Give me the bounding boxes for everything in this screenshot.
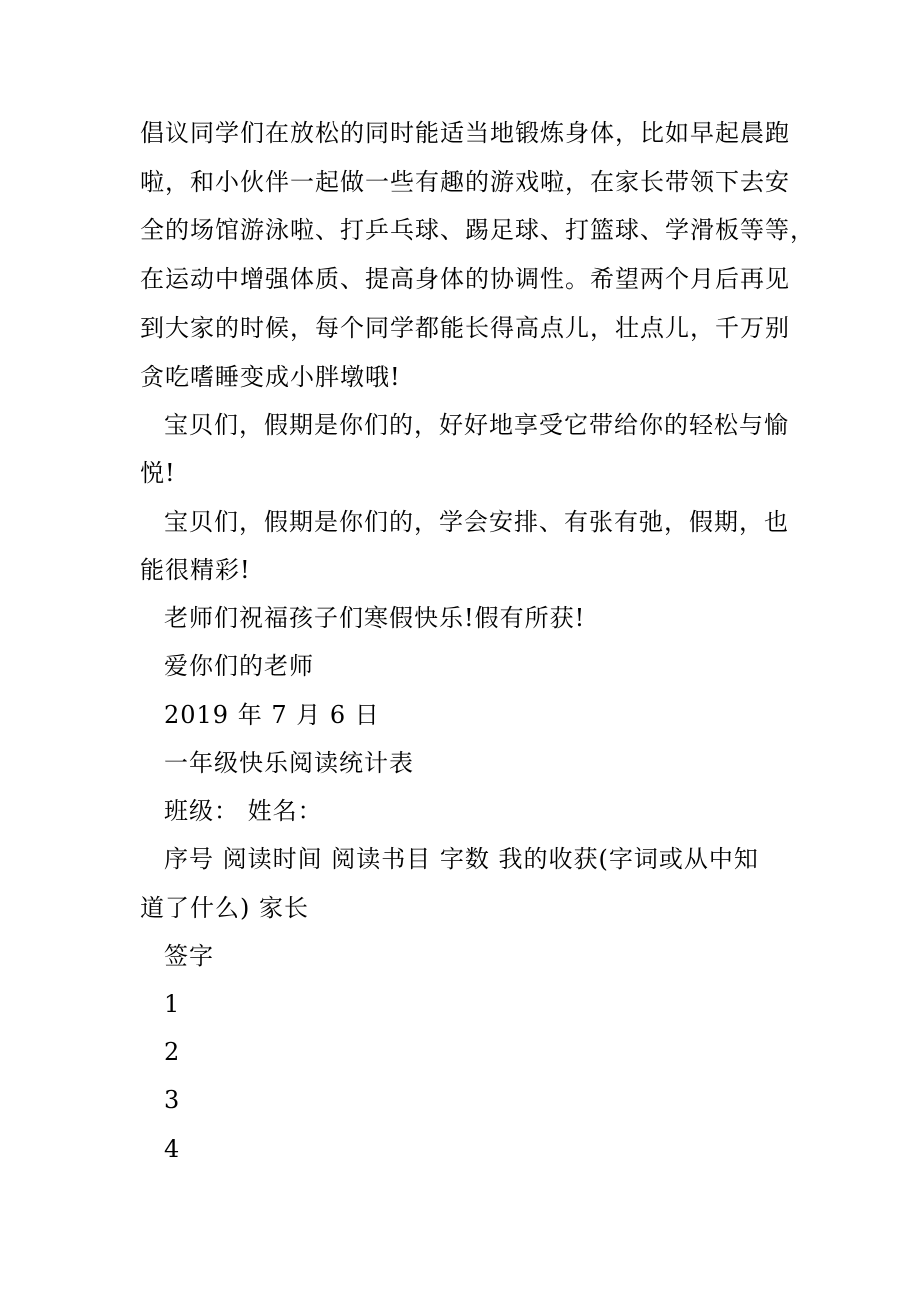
paragraph-line: 贪吃嗜睡变成小胖墩哦! bbox=[140, 363, 401, 391]
class-name-line: 班级： 姓名： bbox=[164, 797, 323, 825]
table-title: 一年级快乐阅读统计表 bbox=[164, 749, 414, 777]
paragraph-line: 到大家的时候，每个同学都能长得高点儿，壮点儿，千万别 bbox=[140, 314, 790, 342]
table-header-line: 道了什么) 家长 bbox=[140, 894, 309, 922]
date-text: 2019 年 7 月 6 日 bbox=[164, 701, 380, 729]
signature-text: 爱你们的老师 bbox=[164, 652, 314, 680]
table-header-line: 序号 阅读时间 阅读书目 字数 我的收获(字词或从中知 bbox=[164, 845, 759, 873]
table-row-number: 4 bbox=[164, 1135, 181, 1163]
paragraph-line: 全的场馆游泳啦、打乒乓球、踢足球、打篮球、学滑板等等， bbox=[140, 216, 815, 244]
paragraph-line: 啦，和小伙伴一起做一些有趣的游戏啦，在家长带领下去安 bbox=[140, 168, 790, 196]
paragraph-line: 悦! bbox=[140, 459, 176, 487]
blessing-text: 老师们祝福孩子们寒假快乐!假有所获! bbox=[164, 604, 586, 632]
paragraph-line: 能很精彩! bbox=[140, 556, 251, 584]
paragraph-line: 倡议同学们在放松的同时能适当地锻炼身体，比如早起晨跑 bbox=[140, 119, 790, 147]
table-row-number: 3 bbox=[164, 1086, 181, 1114]
table-row-number: 1 bbox=[164, 990, 181, 1018]
table-row-number: 2 bbox=[164, 1038, 181, 1066]
paragraph-line: 宝贝们，假期是你们的，好好地享受它带给你的轻松与愉 bbox=[164, 411, 789, 439]
paragraph-line: 在运动中增强体质、提高身体的协调性。希望两个月后再见 bbox=[140, 265, 790, 293]
table-header-continuation: 签字 bbox=[164, 942, 214, 970]
paragraph-line: 宝贝们，假期是你们的，学会安排、有张有弛，假期，也 bbox=[164, 508, 789, 536]
